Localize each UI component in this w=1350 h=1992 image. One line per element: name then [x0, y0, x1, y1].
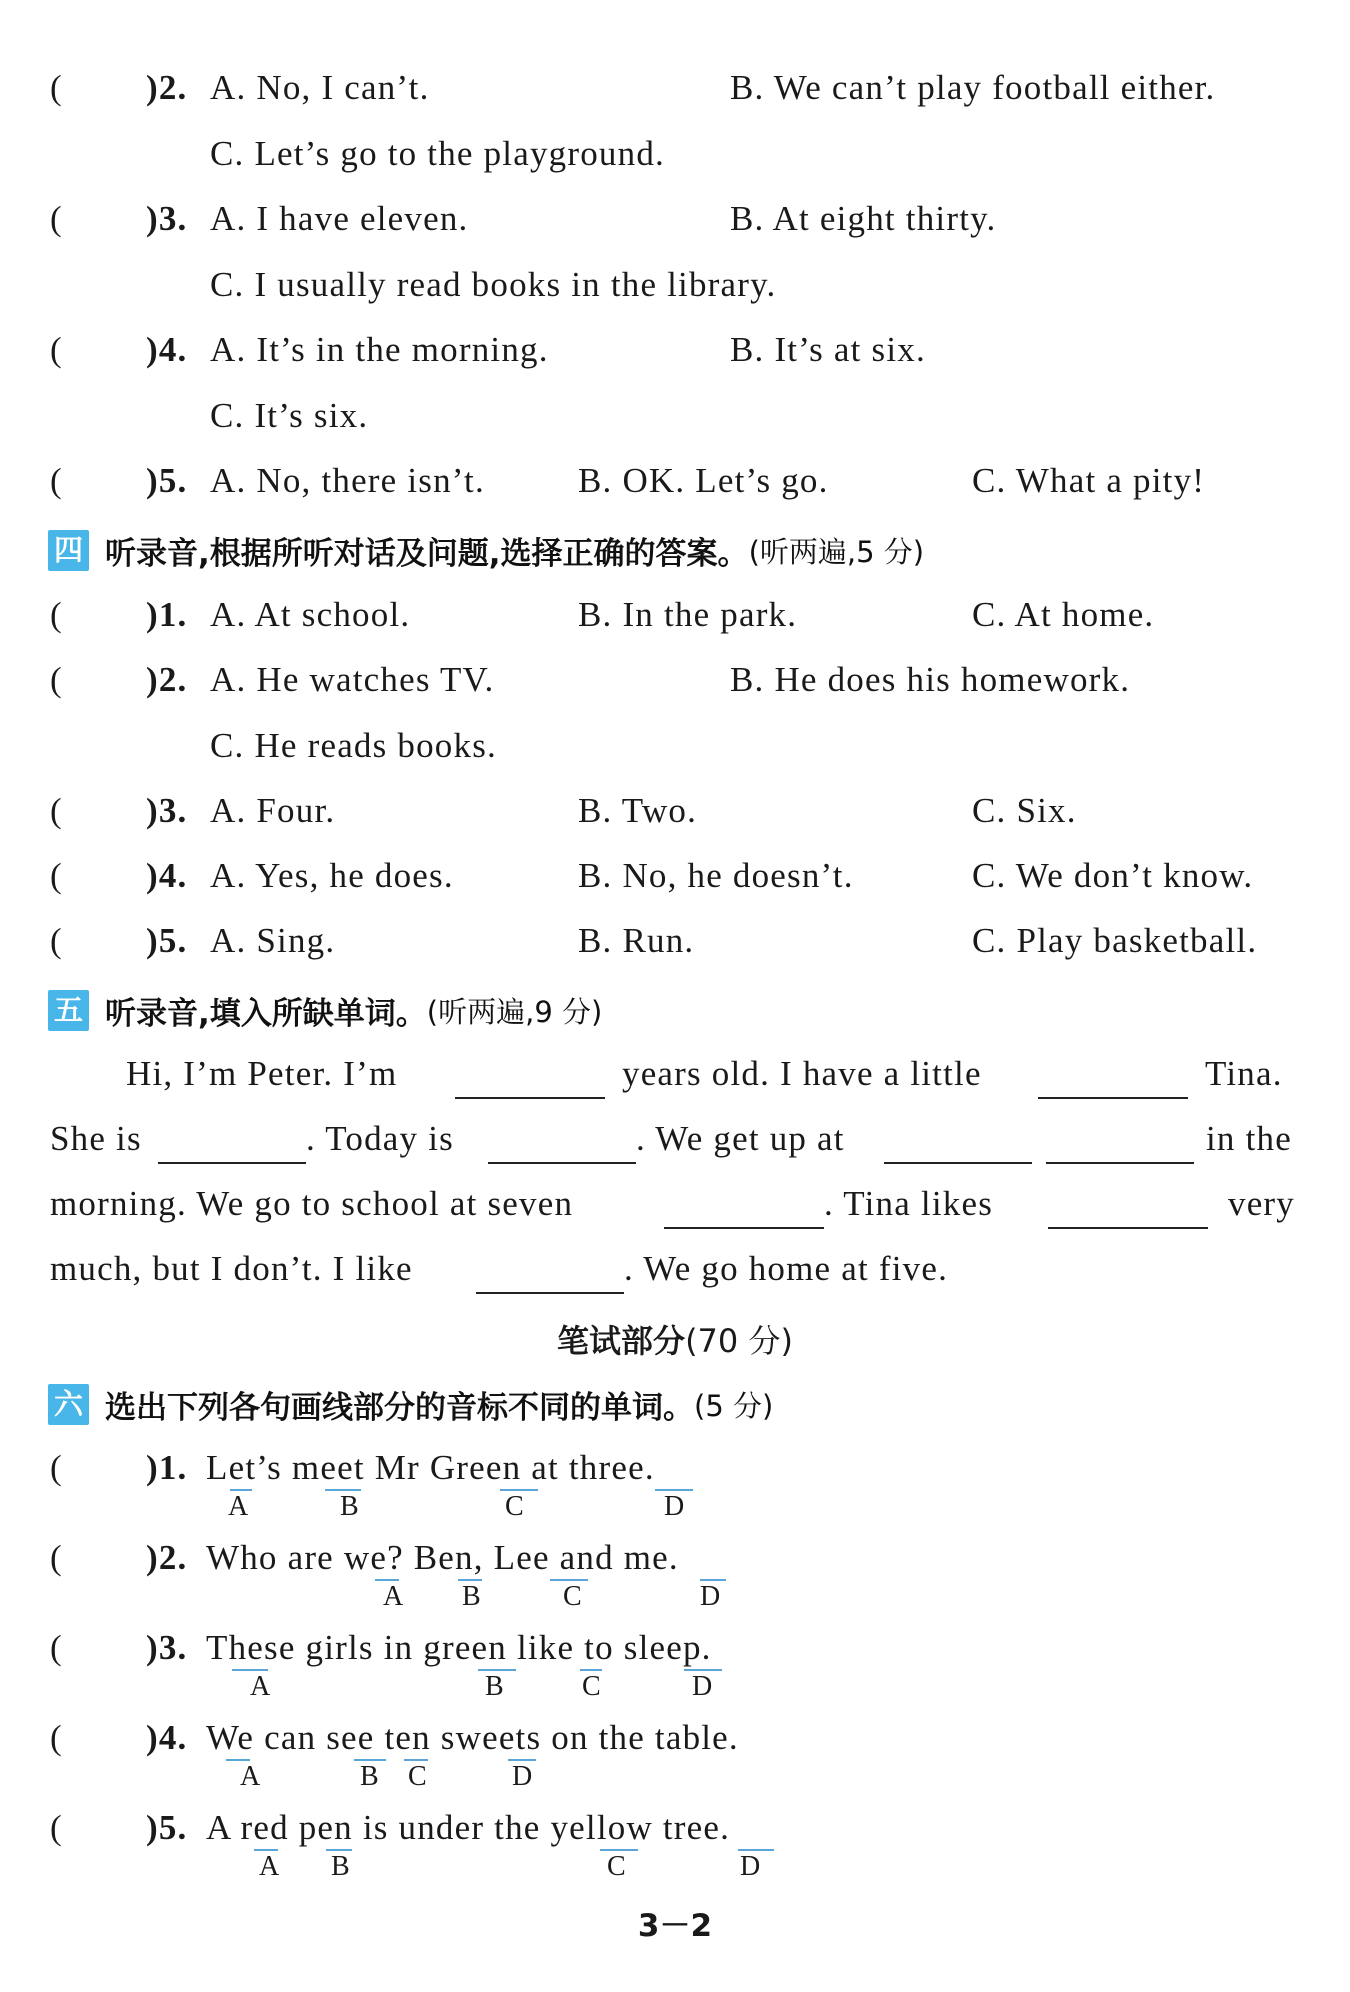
option-b: B. We can’t play football either. [730, 68, 1216, 107]
letter-d: D [664, 1491, 685, 1522]
option-c: C. Six. [972, 791, 1077, 830]
fill-blank[interactable] [1038, 1062, 1188, 1099]
passage-text: years old. I have a little [622, 1054, 982, 1093]
option-b: B. He does his homework. [730, 660, 1131, 699]
fill-blank[interactable] [488, 1127, 636, 1164]
option-a: A. No, there isn’t. [210, 461, 485, 500]
question-number: )2. [146, 68, 188, 107]
letter-b: B [360, 1761, 379, 1792]
section-note: (听两遍,9 分) [426, 995, 603, 1029]
page-number: 3－2 [637, 1908, 713, 1944]
sentence-text: These girls in green like to sleep. [206, 1628, 712, 1667]
fill-blank[interactable] [1046, 1127, 1194, 1164]
option-c: C. He reads books. [210, 726, 497, 765]
option-c: C. It’s six. [210, 396, 369, 435]
letter-b: B [462, 1581, 481, 1612]
section-header [48, 528, 924, 573]
option-c: C. We don’t know. [972, 856, 1254, 895]
option-c: C. Play basketball. [972, 921, 1258, 960]
answer-paren[interactable]: ( [50, 1718, 63, 1757]
question-number: )3. [146, 1628, 188, 1667]
option-a: A. I have eleven. [210, 199, 469, 238]
section-badge: 四 [48, 530, 89, 571]
option-b: B. OK. Let’s go. [578, 461, 829, 500]
fill-blank[interactable] [884, 1127, 1032, 1164]
option-a: A. Sing. [210, 921, 336, 960]
question-number: )4. [146, 856, 188, 895]
answer-paren[interactable]: ( [50, 791, 63, 830]
letter-c: C [505, 1491, 524, 1522]
section-note: (5 分) [694, 1389, 774, 1423]
sentence-text: We can see ten sweets on the table. [206, 1718, 739, 1757]
letter-c: C [607, 1851, 626, 1882]
letter-c: C [582, 1671, 601, 1702]
option-c: C. What a pity! [972, 461, 1206, 500]
passage-text: She is [50, 1119, 142, 1158]
question-number: )3. [146, 199, 188, 238]
passage-text: very [1228, 1184, 1295, 1223]
option-a: A. Four. [210, 791, 336, 830]
fill-blank[interactable] [455, 1062, 605, 1099]
fill-blank[interactable] [1048, 1192, 1208, 1229]
question-number: )2. [146, 1538, 188, 1577]
passage-text: much, but I don’t. I like [50, 1249, 413, 1288]
letter-b: B [485, 1671, 504, 1702]
question-number: )4. [146, 1718, 188, 1757]
passage-text: in the [1206, 1119, 1292, 1158]
option-c: C. At home. [972, 595, 1155, 634]
fill-blank[interactable] [664, 1192, 824, 1229]
question-number: )4. [146, 330, 188, 369]
section-header [48, 1382, 773, 1427]
part-title-text: 笔试部分 [557, 1322, 686, 1360]
part-title [0, 1316, 1350, 1362]
letter-a: A [240, 1761, 261, 1792]
answer-paren[interactable]: ( [50, 921, 63, 960]
sentence-text: Let’s meet Mr Green at three. [206, 1448, 655, 1487]
section-title: 听录音,根据所听对话及问题,选择正确的答案。 [105, 536, 749, 572]
section-badge: 五 [48, 990, 89, 1031]
option-c: C. Let’s go to the playground. [210, 134, 665, 173]
option-b: B. No, he doesn’t. [578, 856, 854, 895]
answer-paren[interactable]: ( [50, 1448, 63, 1487]
option-b: B. Two. [578, 791, 698, 830]
letter-c: C [408, 1761, 427, 1792]
fill-blank[interactable] [476, 1257, 624, 1294]
answer-paren[interactable]: ( [50, 330, 63, 369]
option-c: C. I usually read books in the library. [210, 265, 777, 304]
answer-paren[interactable]: ( [50, 856, 63, 895]
letter-d: D [692, 1671, 713, 1702]
option-b: B. At eight thirty. [730, 199, 997, 238]
letter-c: C [563, 1581, 582, 1612]
answer-paren[interactable]: ( [50, 199, 63, 238]
question-number: )1. [146, 595, 188, 634]
section-note: (听两遍,5 分) [748, 535, 925, 569]
passage-text: . We go home at five. [624, 1249, 949, 1288]
option-b: B. In the park. [578, 595, 798, 634]
option-a: A. It’s in the morning. [210, 330, 549, 369]
letter-a: A [250, 1671, 271, 1702]
question-number: )5. [146, 461, 188, 500]
option-b: B. It’s at six. [730, 330, 926, 369]
answer-paren[interactable]: ( [50, 660, 63, 699]
letter-d: D [740, 1851, 761, 1882]
answer-paren[interactable]: ( [50, 68, 63, 107]
question-number: )1. [146, 1448, 188, 1487]
letter-a: A [383, 1581, 404, 1612]
option-a: A. He watches TV. [210, 660, 495, 699]
section-header [48, 988, 602, 1033]
answer-paren[interactable]: ( [50, 1628, 63, 1667]
sentence-text: A red pen is under the yellow tree. [206, 1808, 731, 1847]
fill-blank[interactable] [158, 1127, 306, 1164]
section-badge: 六 [48, 1384, 89, 1425]
passage-text: . We get up at [636, 1119, 845, 1158]
option-a: A. At school. [210, 595, 411, 634]
answer-paren[interactable]: ( [50, 461, 63, 500]
question-number: )3. [146, 791, 188, 830]
answer-paren[interactable]: ( [50, 1808, 63, 1847]
question-number: )2. [146, 660, 188, 699]
passage-text: . Today is [306, 1119, 454, 1158]
answer-paren[interactable]: ( [50, 595, 63, 634]
passage-text: Tina. [1205, 1054, 1283, 1093]
passage-text: Hi, I’m Peter. I’m [126, 1054, 398, 1093]
letter-d: D [512, 1761, 533, 1792]
option-b: B. Run. [578, 921, 695, 960]
option-a: A. No, I can’t. [210, 68, 430, 107]
question-number: )5. [146, 921, 188, 960]
letter-b: B [331, 1851, 350, 1882]
letter-b: B [340, 1491, 359, 1522]
section-title: 选出下列各句画线部分的音标不同的单词。 [105, 1390, 694, 1426]
passage-text: morning. We go to school at seven [50, 1184, 574, 1223]
letter-a: A [228, 1491, 249, 1522]
question-number: )5. [146, 1808, 188, 1847]
answer-paren[interactable]: ( [50, 1538, 63, 1577]
sentence-text: Who are we? Ben, Lee and me. [206, 1538, 679, 1577]
passage-text: . Tina likes [824, 1184, 994, 1223]
letter-d: D [700, 1581, 721, 1612]
option-a: A. Yes, he does. [210, 856, 454, 895]
letter-a: A [259, 1851, 280, 1882]
part-title-note: (70 分) [685, 1322, 793, 1360]
section-title: 听录音,填入所缺单词。 [105, 996, 427, 1032]
